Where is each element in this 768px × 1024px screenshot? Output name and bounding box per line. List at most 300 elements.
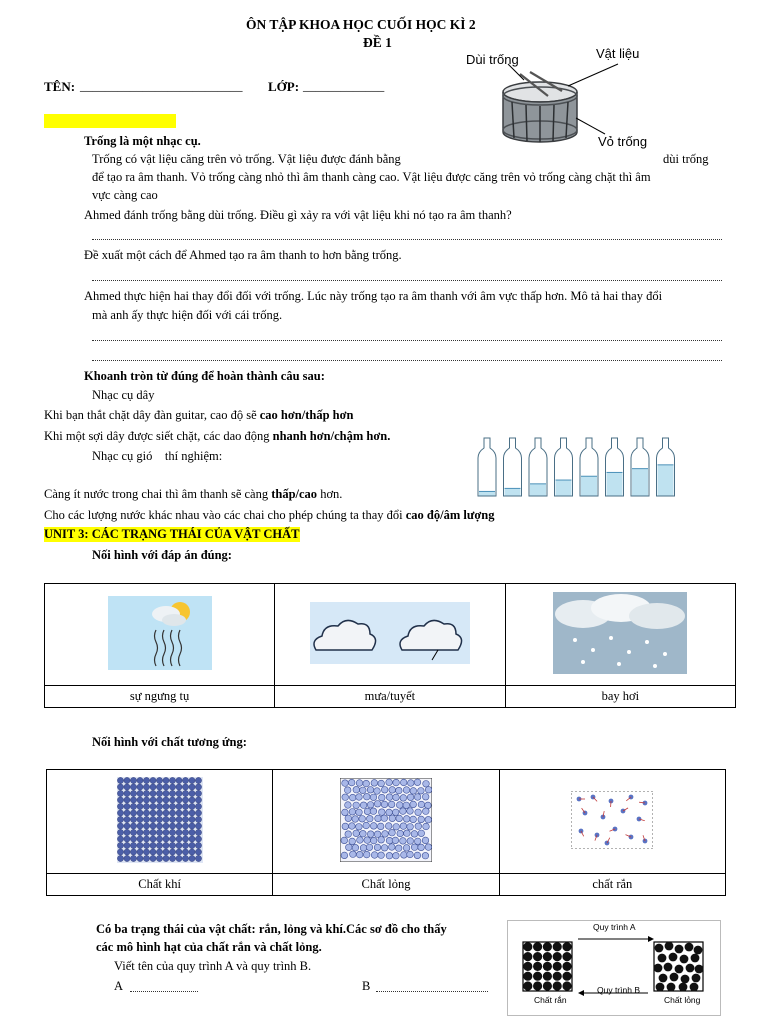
solid-particle	[117, 822, 123, 828]
solid-particle	[553, 972, 562, 981]
solid-particle	[163, 783, 169, 789]
solid-particle	[182, 816, 188, 822]
rain-snow-image	[553, 592, 687, 674]
liquid-particle	[692, 974, 701, 983]
liquid-particle	[385, 822, 392, 829]
liquid-particle	[360, 787, 367, 794]
solid-particle	[195, 777, 201, 783]
liquid-particle	[353, 786, 360, 793]
liquid-particle	[370, 822, 377, 829]
choice-bottles[interactable]: cao độ/âm lượng	[405, 508, 495, 522]
solid-particle	[150, 816, 156, 822]
solid-particle	[189, 790, 195, 796]
liquid-particle	[388, 801, 395, 808]
liquid-particle	[378, 780, 385, 787]
question-3-line-2: mà anh ấy thực hiện đối với cái trống.	[92, 308, 283, 322]
liquid-particle	[418, 801, 425, 808]
liquid-particle	[403, 802, 410, 809]
liquid-particle	[349, 838, 356, 845]
choice-guitar[interactable]: cao hơn/thấp hơn	[259, 408, 354, 422]
solid-particle	[143, 855, 149, 861]
solid-particle	[176, 803, 182, 809]
choice-water[interactable]: thấp/cao	[271, 487, 318, 501]
solid-particle	[130, 855, 136, 861]
match1-image-cell-1[interactable]	[45, 584, 275, 686]
liquid-particle	[374, 787, 381, 794]
solid-particle	[169, 842, 175, 848]
solid-particle	[143, 848, 149, 854]
liquid-particle	[425, 843, 432, 850]
solid-particle	[150, 809, 156, 815]
solid-particle	[189, 822, 195, 828]
solid-particle	[124, 829, 130, 835]
liquid-particle	[345, 815, 352, 822]
solid-particle	[124, 790, 130, 796]
solid-particle	[562, 962, 571, 971]
solid-particle	[117, 848, 123, 854]
bottle	[657, 438, 675, 496]
solid-particle	[130, 809, 136, 815]
solid-particle	[523, 972, 532, 981]
solid-particle	[124, 848, 130, 854]
solid-particle	[156, 835, 162, 841]
liquid-particle	[403, 815, 410, 822]
question-2: Đề xuất một cách để Ahmed tạo ra âm thanh to hơn bằng trống.	[84, 248, 402, 262]
wind-instruments-label: Nhạc cụ gió thí nghiệm:	[92, 449, 223, 463]
solid-particle	[523, 962, 532, 971]
liquid-particle	[393, 823, 400, 830]
unit3-heading: UNIT 3: CÁC TRẠNG THÁI CỦA VẬT CHẤT	[44, 527, 300, 541]
match2-label-2[interactable]: Chất lỏng	[273, 874, 499, 896]
solid-particle	[124, 816, 130, 822]
solid-particle	[523, 952, 532, 961]
solid-particle	[543, 952, 552, 961]
liquid-particle	[411, 843, 418, 850]
liquid-particle	[381, 786, 388, 793]
solid-particle	[543, 962, 552, 971]
liquid-particle	[386, 852, 393, 859]
answer-b-label: B	[362, 979, 371, 993]
liquid-particle	[381, 844, 388, 851]
liquid-particle	[400, 822, 407, 829]
liquid-label: Chất lỏng	[664, 995, 701, 1005]
liquid-particle	[379, 808, 386, 815]
liquid-particle	[407, 794, 414, 801]
solid-particle	[182, 809, 188, 815]
solid-particle	[169, 796, 175, 802]
solid-particle	[124, 796, 130, 802]
solid-particle	[137, 803, 143, 809]
liquid-particle	[382, 830, 389, 837]
liquid-particle	[407, 807, 414, 814]
solid-particle	[117, 803, 123, 809]
liquid-particle	[348, 779, 355, 786]
match1-image-cell-3[interactable]	[505, 584, 735, 686]
liquid-particle	[357, 836, 364, 843]
solid-particle	[150, 783, 156, 789]
question-3-line-1: Ahmed thực hiện hai thay đổi đối với trống. Lúc này trống tạo ra âm thanh với âm vực thấp hơn. Mô tả hai thay đổi	[84, 289, 663, 303]
liquid-particle	[415, 822, 422, 829]
liquid-particle	[665, 942, 674, 951]
solid-particle	[195, 796, 201, 802]
process-a-label: Quy trình A	[593, 922, 636, 932]
liquid-particle	[342, 809, 349, 816]
liquid-particle	[675, 945, 684, 954]
gas-particles-image	[571, 791, 653, 849]
solid-particle	[176, 829, 182, 835]
solid-particle	[124, 855, 130, 861]
liquid-particle	[414, 793, 421, 800]
solid-particle	[189, 803, 195, 809]
liquid-particle	[360, 844, 367, 851]
solid-particle	[156, 822, 162, 828]
liquid-particle	[400, 794, 407, 801]
bottle	[580, 438, 598, 496]
liquid-particle	[423, 780, 430, 787]
liquid-particle	[695, 965, 704, 974]
solid-particle	[150, 822, 156, 828]
answer-a-line[interactable]	[130, 991, 198, 992]
solid-particle	[182, 842, 188, 848]
solid-particle	[189, 783, 195, 789]
liquid-particle	[345, 830, 352, 837]
answer-b-line[interactable]	[376, 991, 488, 992]
bottle	[606, 438, 624, 496]
match1-table	[44, 583, 736, 708]
solid-particle	[169, 777, 175, 783]
solid-particle	[169, 848, 175, 854]
solid-particle	[143, 796, 149, 802]
liquid-particle	[367, 815, 374, 822]
solid-particle	[143, 803, 149, 809]
liquid-particle	[363, 822, 370, 829]
solid-particle	[543, 972, 552, 981]
liquid-particle	[342, 823, 349, 830]
solid-particle	[189, 848, 195, 854]
solid-particle	[553, 981, 562, 990]
solid-particle	[156, 777, 162, 783]
liquid-particle	[364, 793, 371, 800]
liquid-particle	[349, 822, 356, 829]
solid-particle	[130, 842, 136, 848]
liquid-particle	[363, 780, 370, 787]
liquid-particle	[407, 837, 414, 844]
solid-particle	[543, 981, 552, 990]
liquid-particle	[403, 786, 410, 793]
liquid-particle	[414, 779, 421, 786]
solid-particle	[176, 790, 182, 796]
solid-particle	[124, 783, 130, 789]
drum-paragraph-1: Trống có vật liệu căng trên vỏ trống. Vật liệu được đánh bằng	[92, 152, 401, 166]
liquid-particle	[425, 786, 432, 793]
solid-particle	[533, 981, 542, 990]
liquid-particle	[403, 844, 410, 851]
solid-particle	[553, 962, 562, 971]
solid-particle	[523, 942, 532, 951]
solid-particle	[150, 848, 156, 854]
solid-particle	[130, 822, 136, 828]
solid-particle	[163, 822, 169, 828]
liquid-particle	[389, 815, 396, 822]
solid-particle	[137, 842, 143, 848]
liquid-particle	[379, 794, 386, 801]
solid-particle	[130, 835, 136, 841]
class-label: LỚP:	[268, 79, 300, 94]
answer-line-3a[interactable]	[92, 340, 722, 341]
liquid-particle	[408, 779, 415, 786]
liquid-particle	[378, 836, 385, 843]
bottles-illustration	[474, 436, 680, 498]
liquid-particle	[410, 801, 417, 808]
liquid-particle	[415, 809, 422, 816]
solid-particle	[156, 796, 162, 802]
solid-particle	[176, 842, 182, 848]
solid-particle	[176, 835, 182, 841]
solid-particle	[117, 816, 123, 822]
liquid-particle	[681, 975, 690, 984]
name-blank[interactable]: __________________________	[80, 79, 243, 93]
solid-particle	[130, 783, 136, 789]
highlight-bar	[44, 114, 176, 128]
solid-particle	[533, 962, 542, 971]
liquid-particle	[378, 851, 385, 858]
solid-particle	[176, 822, 182, 828]
solid-particle	[143, 816, 149, 822]
answer-line-3b[interactable]	[92, 360, 722, 361]
liquid-particle	[686, 964, 695, 973]
states-task: Viết tên của quy trình A và quy trình B.	[114, 959, 312, 973]
liquid-particle	[352, 815, 359, 822]
liquid-particle	[658, 954, 667, 963]
solid-particle	[176, 796, 182, 802]
liquid-particle	[656, 983, 665, 992]
liquid-particle	[377, 823, 384, 830]
solid-particle	[562, 972, 571, 981]
solid-particles-image	[117, 777, 203, 863]
evaporation-image	[108, 596, 212, 670]
solid-particle	[137, 796, 143, 802]
solid-particle	[124, 835, 130, 841]
states-line-2: các mô hình hạt của chất rắn và chất lỏng.	[96, 940, 322, 954]
solid-particle	[143, 809, 149, 815]
bottle	[504, 438, 522, 496]
liquid-particle	[685, 943, 694, 952]
solid-particle	[163, 816, 169, 822]
liquid-particle	[422, 837, 429, 844]
solid-particle	[195, 809, 201, 815]
drum-label-shell: Vỏ trống	[598, 134, 648, 149]
solid-particle	[143, 783, 149, 789]
solid-particle	[176, 777, 182, 783]
match1-label-3[interactable]: bay hơi	[505, 686, 735, 708]
solid-particle	[163, 842, 169, 848]
match2-label-1[interactable]: Chất khí	[47, 874, 273, 896]
solid-particle	[130, 829, 136, 835]
solid-particle	[533, 952, 542, 961]
liquid-particle	[400, 779, 407, 786]
class-blank[interactable]: _____________	[303, 79, 385, 93]
solid-particle	[182, 783, 188, 789]
solid-particle	[189, 796, 195, 802]
solid-particle	[176, 848, 182, 854]
drum-paragraph-1-end: dùi trống	[663, 152, 709, 166]
match1-label-2[interactable]: mưa/tuyết	[275, 686, 506, 708]
solid-particle	[169, 790, 175, 796]
match2-image-cell-2[interactable]	[273, 770, 499, 874]
match2-image-cell-3[interactable]	[499, 770, 725, 874]
solid-particle	[143, 777, 149, 783]
solid-particle	[169, 816, 175, 822]
solid-particle	[189, 842, 195, 848]
liquid-particle	[670, 973, 679, 982]
match1-label-1[interactable]: sự ngưng tụ	[45, 686, 275, 708]
liquid-particle	[341, 852, 348, 859]
solid-particle	[562, 942, 571, 951]
liquid-particle	[363, 851, 370, 858]
solid-particle	[163, 829, 169, 835]
solid-particle	[117, 777, 123, 783]
liquid-particle	[410, 787, 417, 794]
solid-particle	[195, 783, 201, 789]
solid-particle	[195, 855, 201, 861]
solid-particle	[182, 855, 188, 861]
liquid-particle	[418, 816, 425, 823]
solid-particle	[130, 790, 136, 796]
solid-particle	[189, 816, 195, 822]
liquid-particle	[400, 837, 407, 844]
liquid-particle	[344, 786, 351, 793]
liquid-particle	[375, 815, 382, 822]
solid-particle	[137, 777, 143, 783]
solid-particle	[150, 829, 156, 835]
string-instruments-label: Nhạc cụ dây	[92, 388, 155, 402]
liquid-particle	[422, 852, 429, 859]
solid-particle	[130, 816, 136, 822]
drum-label-stick: Dùi trống	[466, 52, 519, 67]
liquid-particle	[669, 953, 678, 962]
liquid-particle	[691, 954, 700, 963]
solid-particle	[130, 803, 136, 809]
liquid-particle	[396, 801, 403, 808]
solid-particle	[124, 803, 130, 809]
solid-particle	[553, 952, 562, 961]
liquid-particle	[414, 852, 421, 859]
liquid-particle	[386, 779, 393, 786]
choice-vibration[interactable]: nhanh hơn/chậm hơn.	[272, 429, 391, 443]
solid-particle	[137, 816, 143, 822]
solid-particle	[182, 829, 188, 835]
solid-particle	[156, 816, 162, 822]
solid-particle	[156, 829, 162, 835]
match2-label-3[interactable]: chất rắn	[499, 874, 725, 896]
liquid-particle	[659, 974, 668, 983]
page-subtitle: ĐỀ 1	[363, 35, 392, 50]
solid-particle	[143, 842, 149, 848]
circle-heading: Khoanh tròn từ đúng để hoàn thành câu sau:	[84, 369, 325, 383]
solid-particle	[182, 848, 188, 854]
solid-particle	[124, 809, 130, 815]
solid-particle	[553, 942, 562, 951]
liquid-particle	[680, 955, 689, 964]
drum-paragraph-3: vực càng cao	[92, 188, 158, 202]
liquid-particle	[694, 946, 703, 955]
solid-particle	[169, 809, 175, 815]
solid-particle	[543, 942, 552, 951]
solid-particle	[130, 777, 136, 783]
solid-particle	[137, 822, 143, 828]
solid-particle	[182, 777, 188, 783]
solid-particle	[117, 783, 123, 789]
drum-label-material: Vật liệu	[596, 46, 640, 61]
solid-particle	[150, 842, 156, 848]
condensation-image	[310, 602, 470, 664]
answer-line-2[interactable]	[92, 280, 722, 281]
answer-line-1[interactable]	[92, 239, 722, 240]
liquid-particle	[418, 844, 425, 851]
solid-particle	[117, 790, 123, 796]
match2-image-cell-1[interactable]	[47, 770, 273, 874]
liquid-particle	[366, 844, 373, 851]
liquid-particle	[407, 851, 414, 858]
bottle	[529, 438, 547, 496]
solid-particle	[163, 848, 169, 854]
solid-particle	[163, 803, 169, 809]
solid-label: Chất rắn	[534, 995, 567, 1005]
liquid-particle	[411, 830, 418, 837]
liquid-particle	[360, 830, 367, 837]
liquid-particle	[425, 816, 432, 823]
solid-particle	[137, 790, 143, 796]
solid-particle	[156, 783, 162, 789]
solid-particle	[523, 981, 532, 990]
states-line-1: Có ba trạng thái của vật chất: rắn, lỏng và khí.Các sơ đồ cho thấy	[96, 922, 447, 936]
solid-particle	[189, 855, 195, 861]
solid-particle	[117, 809, 123, 815]
solid-particle	[182, 790, 188, 796]
solid-particle	[169, 783, 175, 789]
solid-particle	[124, 777, 130, 783]
liquid-particle	[342, 779, 349, 786]
name-label: TÊN:	[44, 79, 76, 94]
solid-particle	[150, 855, 156, 861]
liquid-particle	[395, 844, 402, 851]
solid-particle	[163, 809, 169, 815]
liquid-particle	[675, 965, 684, 974]
liquid-particle	[386, 793, 393, 800]
solid-particle	[163, 855, 169, 861]
solid-particle	[163, 835, 169, 841]
solid-particle	[182, 803, 188, 809]
liquid-particle	[360, 801, 367, 808]
solid-particle	[150, 777, 156, 783]
match1-image-cell-2[interactable]	[275, 584, 506, 686]
liquid-particle	[654, 964, 663, 973]
page-title: ÔN TẬP KHOA HỌC CUỐI HỌC KÌ 2	[246, 17, 476, 32]
solid-particle	[163, 777, 169, 783]
liquid-particle	[381, 801, 388, 808]
liquid-particle	[342, 793, 349, 800]
liquid-particle	[356, 851, 363, 858]
liquid-particle	[392, 837, 399, 844]
match1-heading: Nối hình với đáp án đúng:	[92, 548, 232, 562]
liquid-particle	[396, 815, 403, 822]
solid-particle	[169, 822, 175, 828]
solid-particle	[189, 829, 195, 835]
solid-particle	[195, 816, 201, 822]
solid-particle	[163, 790, 169, 796]
solid-particle	[195, 829, 201, 835]
solid-particle	[195, 842, 201, 848]
